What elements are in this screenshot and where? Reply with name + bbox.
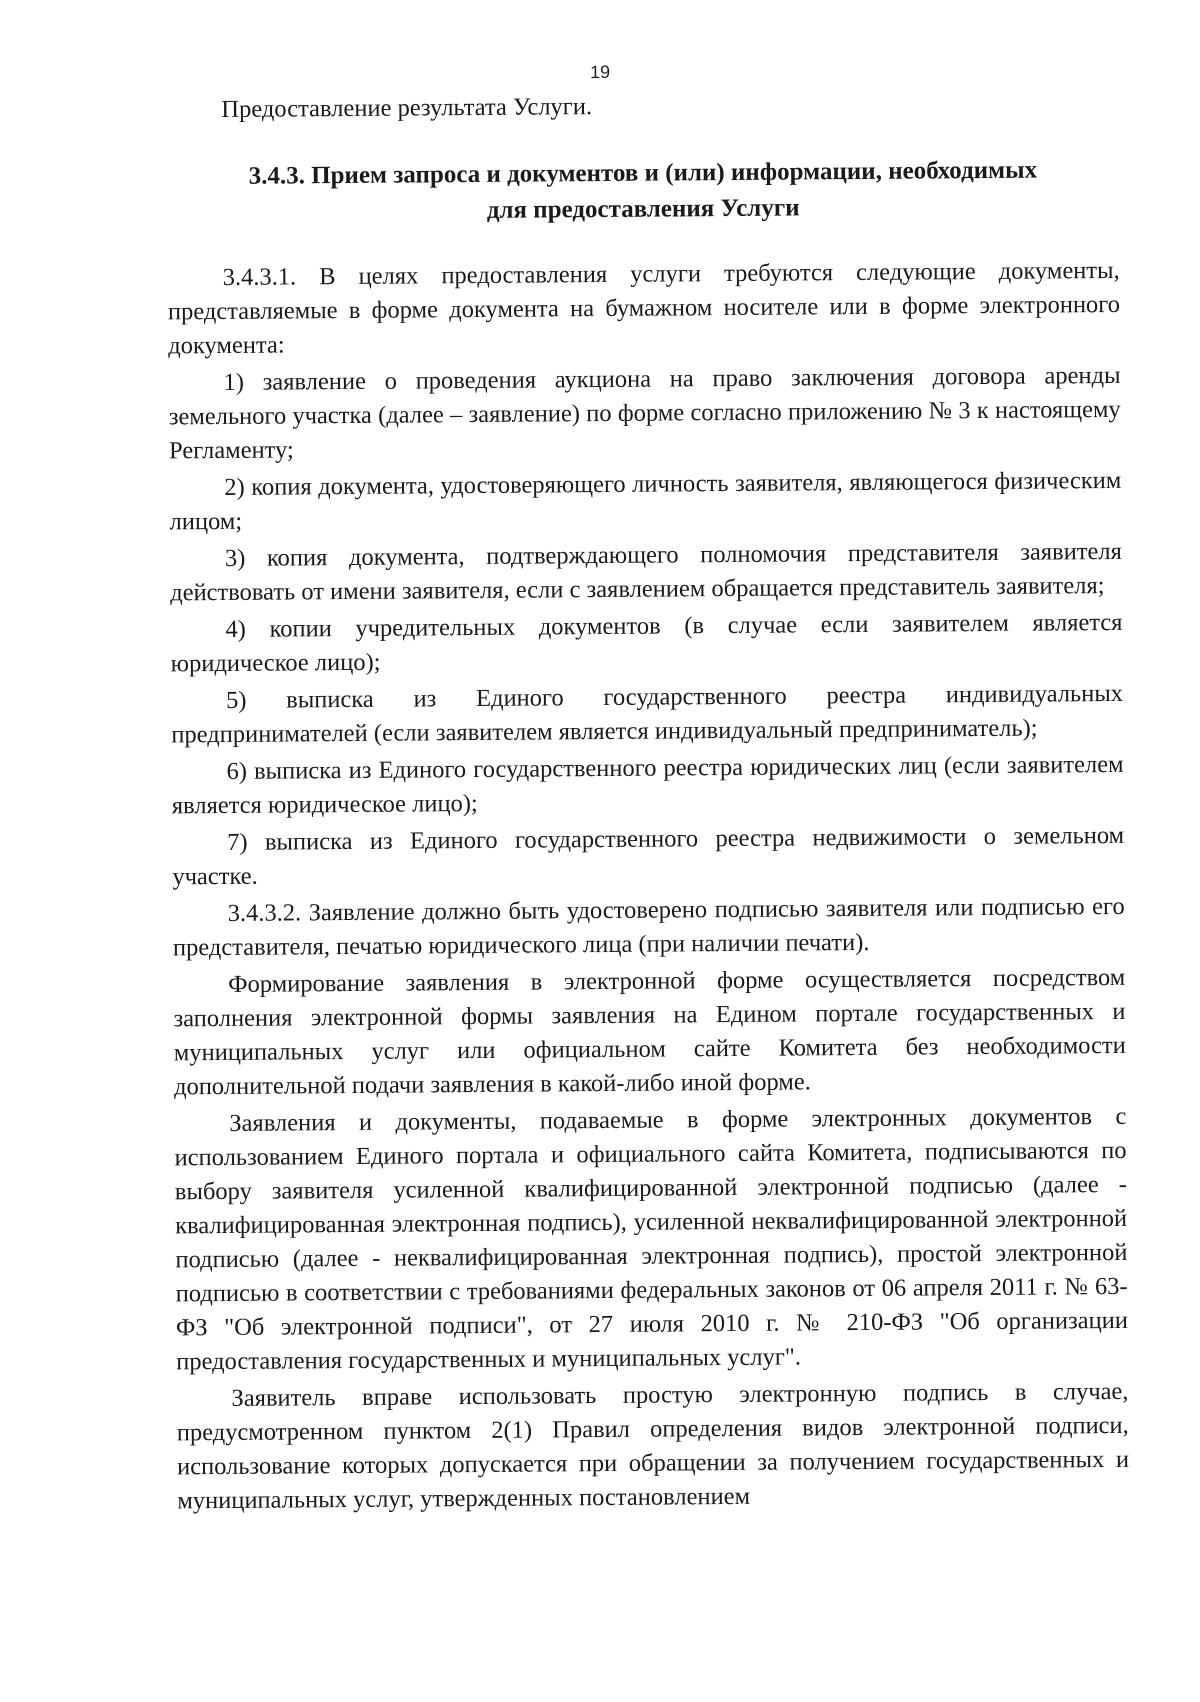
page-number: 19	[590, 61, 611, 83]
list-item-4: 4) копии учредительных документов (в случае если заявителем является юридическое лицо);	[170, 608, 1123, 678]
paragraph-simple-signature: Заявитель вправе использовать простую электронную подпись в случае, предусмотренном пунктом 2(1) Правил определения видов электронной подписи, использование которых допускается при обращении за получением государственных и муниципальных услуг, утвержденных постановлением	[176, 1377, 1130, 1515]
list-item-7: 7) выписка из Единого государственного реестра недвижимости о земельном участке.	[172, 821, 1125, 891]
document-body	[166, 86, 1129, 1518]
list-item-2: 2) копия документа, удостоверяющего личность заявителя, являющегося физическим лицом;	[169, 466, 1122, 536]
paragraph-3-4-3-1: 3.4.3.1. В целях предоставления услуги требуются следующие документы, представляемые в форме документа на бумажном носителе или в форме электронного документа:	[167, 256, 1121, 360]
section-heading	[167, 152, 1120, 231]
section-heading-line-2: для предоставления Услуги	[486, 194, 800, 224]
paragraph-electronic-signatures: Заявления и документы, подаваемые в форме электронных документов с использованием Единого портала и официального сайта Комитета, подписываются по выбору заявителя усиленной квалифицированной электронной подписью (далее - квалифицированная электронная подпись), усиленной неквалифицированной электронной подписью (далее - неквалифицированная электронная подпись), простой электронной подписью в соответствии с требованиями федеральных законов от 06 апреля 2011 г. № 63-ФЗ "Об электронной подписи", от 27 июля 2010 г. № 210-ФЗ "Об организации предоставления государственных и муниципальных услуг".	[174, 1102, 1129, 1376]
intro-line: Предоставление результата Услуги.	[221, 93, 593, 123]
paragraph-electronic-form: Формирование заявления в электронной форме осуществляется посредством заполнения электронной формы заявления на Едином портале государственных и муниципальных услуг или официальном сайте Комитета без необходимости дополнительной подачи заявления в какой-либо иной форме.	[173, 963, 1126, 1101]
list-item-1: 1) заявление о проведения аукциона на право заключения договора аренды земельного участка (далее – заявление) по форме согласно приложению № 3 к настоящему Регламенту;	[168, 361, 1121, 465]
list-item-3: 3) копия документа, подтверждающего полномочия представителя заявителя действовать от имени заявителя, если с заявлением обращается представитель заявителя;	[170, 537, 1122, 607]
paragraph-3-4-3-2: 3.4.3.2. Заявление должно быть удостоверено подписью заявителя или подписью его представителя, печатью юридического лица (при наличии печати).	[172, 892, 1125, 962]
list-item-5: 5) выписка из Единого государственного реестра индивидуальных предпринимателей (если заявителем является индивидуальный предприниматель);	[171, 679, 1124, 749]
list-item-6: 6) выписка из Единого государственного реестра юридических лиц (если заявителем является юридическое лицо);	[171, 750, 1124, 820]
section-heading-line-1: 3.4.3. Прием запроса и документов и (или) информации, необходимых	[248, 156, 1038, 190]
